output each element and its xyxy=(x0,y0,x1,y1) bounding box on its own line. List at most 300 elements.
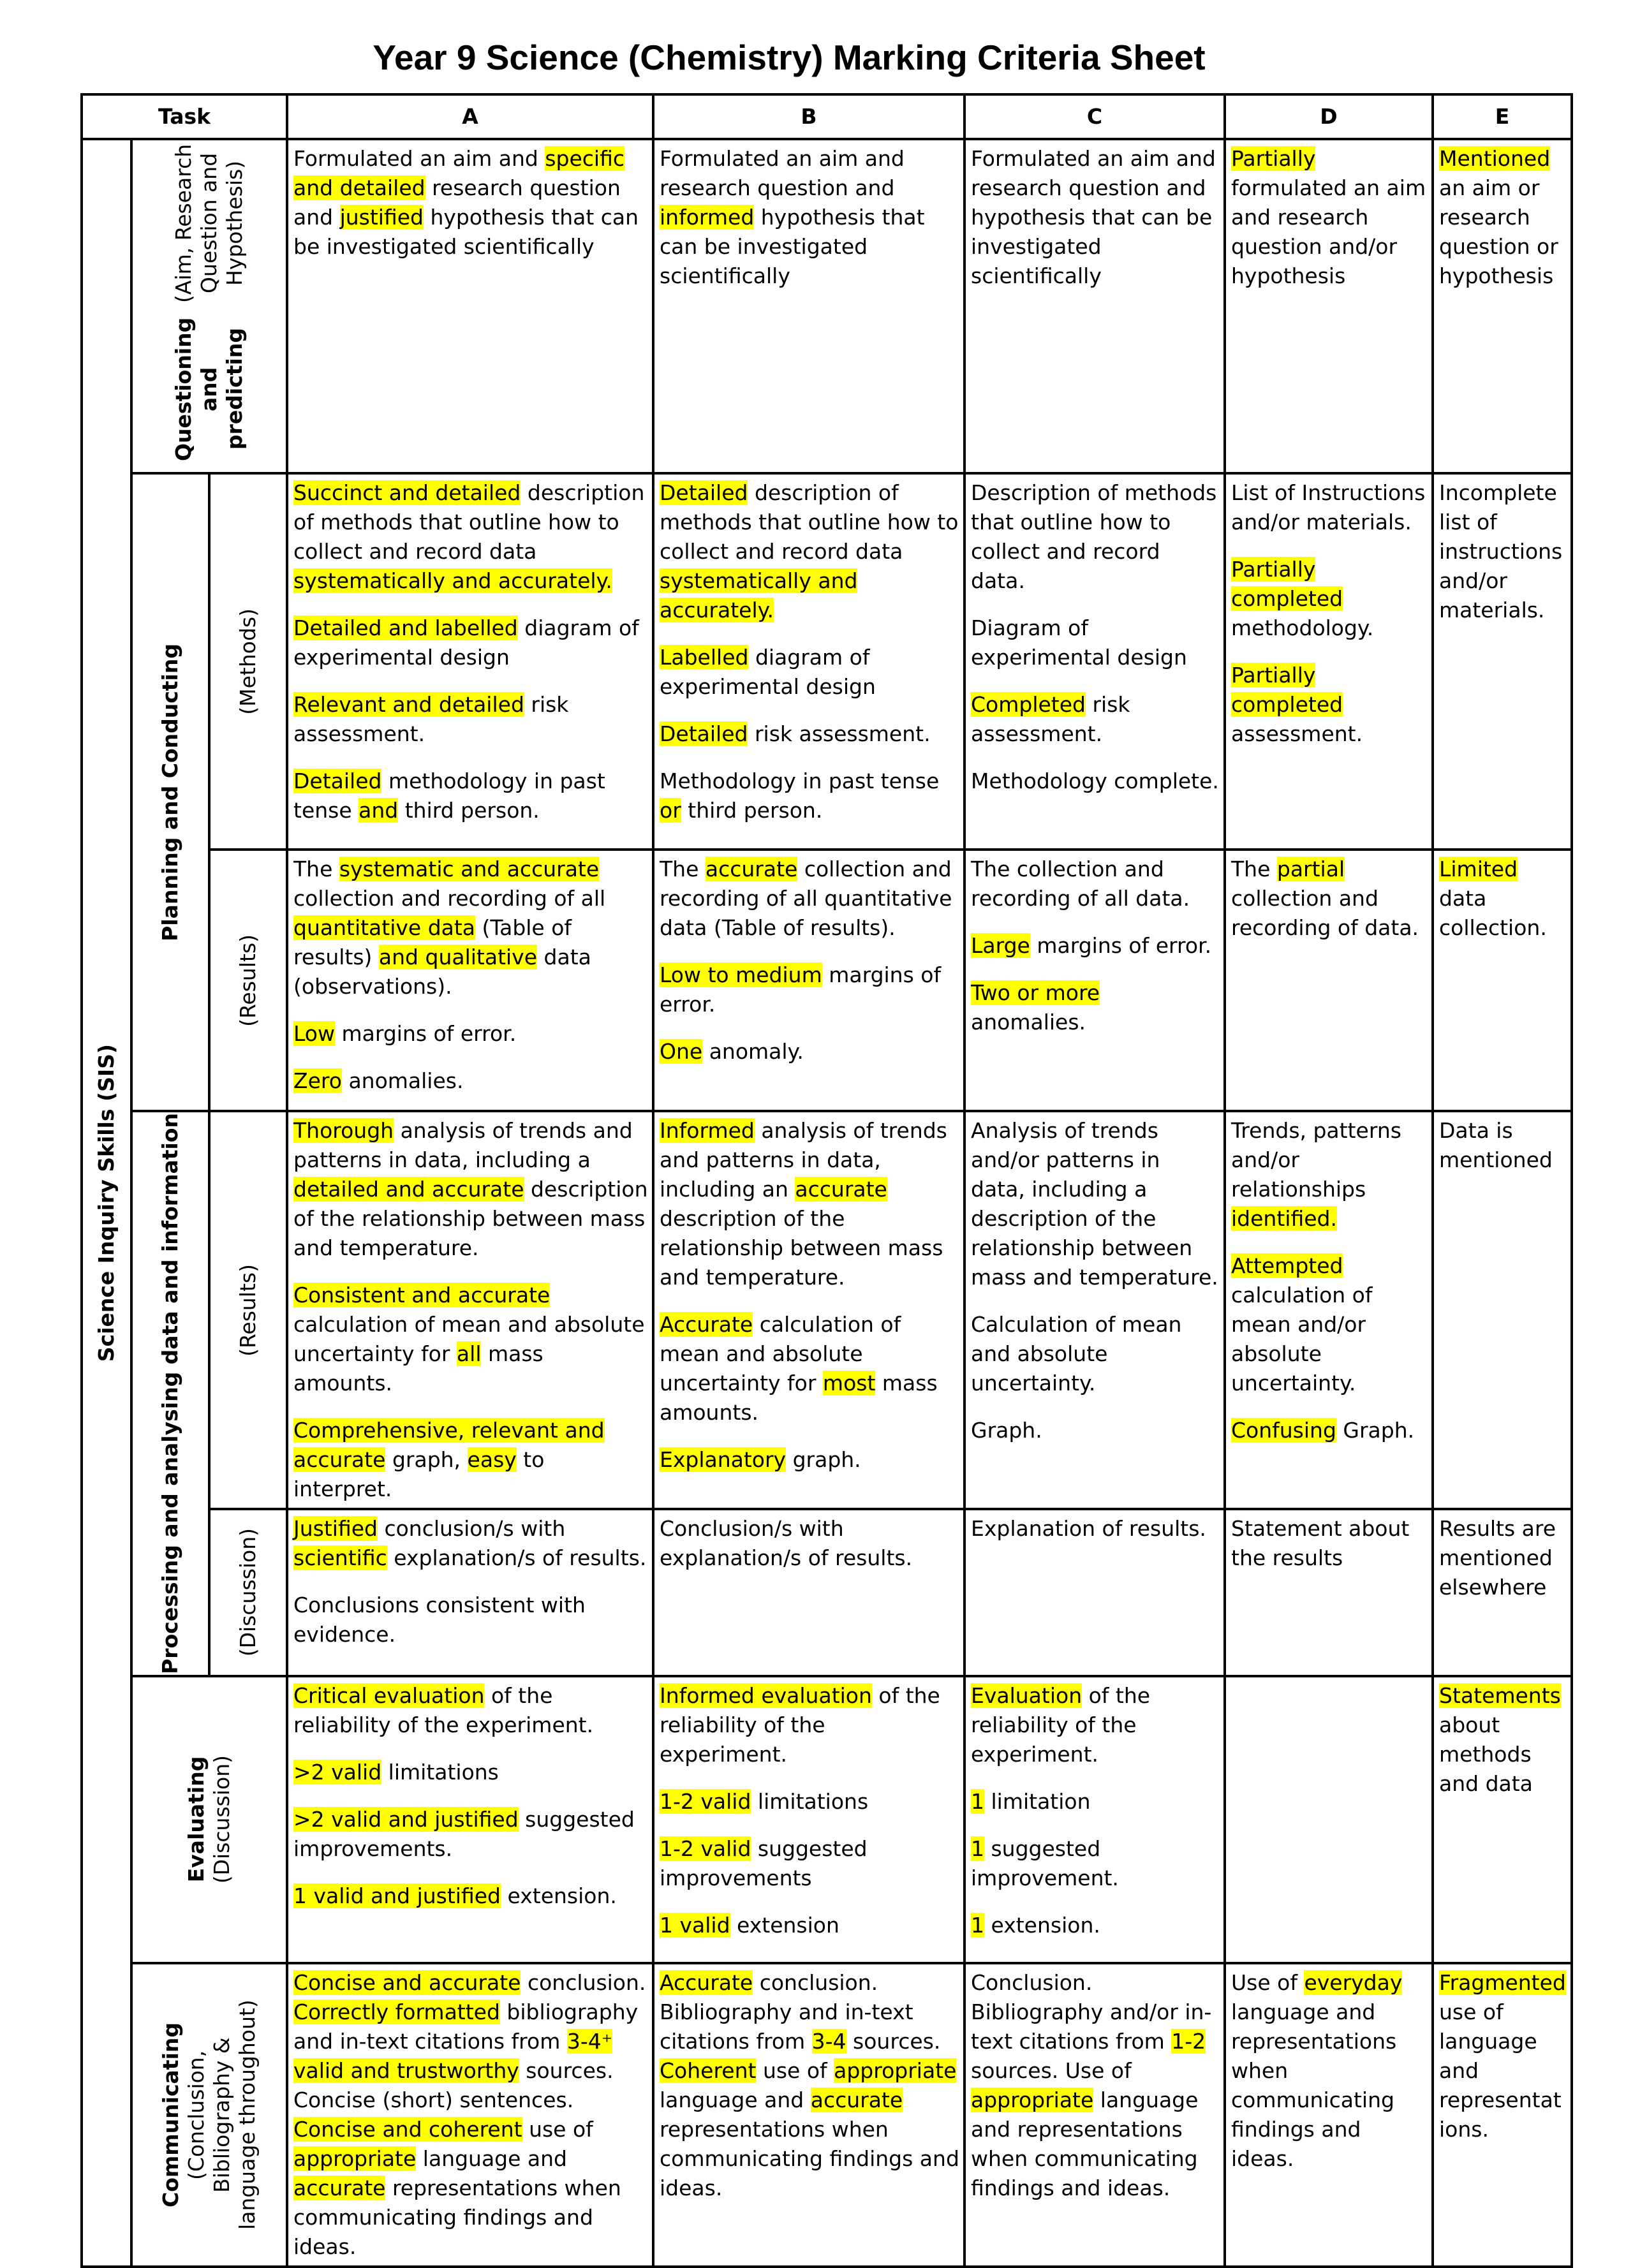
criterion-text: Graph. xyxy=(971,1418,1042,1443)
criterion-paragraph xyxy=(1231,1514,1428,1573)
criterion-paragraph xyxy=(293,1116,648,1263)
header-task: Task xyxy=(82,94,287,139)
criterion-text: description of methods that outline how to collect and record data xyxy=(293,480,645,564)
criterion-text: calculation of mean and absolute uncertainty for xyxy=(660,1312,901,1395)
criterion-text: Diagram of experimental design xyxy=(971,615,1187,670)
questioning-a xyxy=(287,139,653,473)
criterion-paragraph xyxy=(660,1787,959,1816)
criterion-paragraph xyxy=(1231,1251,1428,1398)
criterion-text: Methodology complete. xyxy=(971,769,1219,793)
criterion-text: limitations xyxy=(751,1789,869,1814)
evaluating-d xyxy=(1225,1676,1433,1963)
criterion-text: risk assessment. xyxy=(748,721,931,746)
methods-c xyxy=(964,473,1225,850)
criterion-text: List of Instructions and/or materials. xyxy=(1231,480,1426,534)
criterion-paragraph xyxy=(293,144,648,261)
criterion-paragraph xyxy=(660,719,959,749)
row-discussion xyxy=(82,1509,1572,1676)
marking-criteria-table xyxy=(80,93,1573,2268)
criterion-text: language and representations when communicating findings and ideas. xyxy=(971,2088,1199,2200)
questioning-title: Questioning and predicting xyxy=(171,317,247,461)
criterion-paragraph xyxy=(971,1911,1220,1940)
criterion-paragraph xyxy=(971,1416,1220,1445)
criterion-text: Description of methods that outline how to collect and record data. xyxy=(971,480,1217,593)
criterion-paragraph xyxy=(660,1116,959,1292)
criterion-paragraph xyxy=(1439,1514,1567,1602)
criterion-paragraph xyxy=(1439,144,1567,291)
criterion-text: language and representations when communicating findings and ideas. xyxy=(1231,1999,1397,2171)
criterion-paragraph xyxy=(971,978,1220,1037)
criterion-text: margins of error. xyxy=(660,962,942,1017)
highlighted-text: 1 valid xyxy=(660,1913,730,1938)
row-questioning xyxy=(82,139,1572,473)
criterion-text: Conclusions consistent with evidence. xyxy=(293,1593,586,1647)
highlighted-text: accurate xyxy=(810,2088,903,2112)
highlighted-text: Partially completed xyxy=(1231,557,1343,611)
planning-label-cell xyxy=(131,473,209,1111)
criterion-text: Trends, patterns and/or relationships xyxy=(1231,1118,1401,1202)
highlighted-text: Labelled xyxy=(660,645,749,670)
criterion-paragraph xyxy=(1231,1416,1428,1445)
criterion-paragraph xyxy=(971,1310,1220,1398)
criterion-text: analysis of trends and patterns in data, including an xyxy=(660,1118,947,1202)
highlighted-text: >2 valid xyxy=(293,1760,382,1785)
criterion-text: formulated an aim and research question and/or hypothesis xyxy=(1231,175,1426,288)
header-e: E xyxy=(1433,94,1572,139)
criterion-text: Formulated an aim and research question and xyxy=(660,146,905,200)
criterion-text: limitations xyxy=(381,1760,499,1785)
criterion-paragraph xyxy=(1439,1116,1567,1175)
highlighted-text: most xyxy=(822,1371,876,1395)
discussion-c xyxy=(964,1509,1225,1676)
planning-label: Planning and Conducting xyxy=(158,643,182,941)
criterion-text: mass amounts. xyxy=(293,1341,543,1395)
criterion-text: diagram of experimental design xyxy=(660,645,876,699)
criterion-paragraph xyxy=(1439,1968,1567,2144)
highlighted-text: informed xyxy=(660,205,755,230)
criterion-text: anomalies. xyxy=(971,1010,1086,1035)
evaluating-title: Evaluating xyxy=(184,1756,209,1883)
criterion-text: hypothesis that can be investigated scientifically xyxy=(293,205,639,259)
criterion-paragraph xyxy=(971,1968,1220,2203)
criterion-text: The xyxy=(293,857,339,881)
criterion-text: margins of error. xyxy=(335,1021,517,1046)
criterion-text: extension. xyxy=(984,1913,1100,1938)
evaluating-a xyxy=(287,1676,653,1963)
highlighted-text: Consistent and accurate xyxy=(293,1283,550,1307)
criterion-paragraph xyxy=(660,1834,959,1893)
criterion-paragraph xyxy=(660,1514,959,1573)
row-methods xyxy=(82,473,1572,850)
criterion-paragraph xyxy=(293,1681,648,1740)
criterion-paragraph xyxy=(971,1787,1220,1816)
criterion-text: Results are mentioned elsewhere xyxy=(1439,1516,1556,1600)
criterion-text: collection and recording of data. xyxy=(1231,886,1419,940)
communicating-b xyxy=(653,1963,964,2267)
highlighted-text: Limited xyxy=(1439,857,1518,881)
communicating-title: Communicating xyxy=(158,2022,183,2207)
sis-label: Science Inquiry Skills (SIS) xyxy=(94,1043,119,1362)
page-title: Year 9 Science (Chemistry) Marking Criteria Sheet xyxy=(373,38,1206,77)
criterion-paragraph xyxy=(660,1968,959,2203)
criterion-paragraph xyxy=(293,478,648,596)
criterion-text: description of the relationship between mass and temperature. xyxy=(293,1177,648,1260)
criterion-paragraph xyxy=(660,855,959,943)
criterion-text: language and xyxy=(416,2146,568,2171)
highlighted-text: 1 xyxy=(971,1913,984,1938)
highlighted-text: specific and detailed xyxy=(293,146,625,200)
methods-label: (Methods) xyxy=(235,608,260,715)
criterion-text: of the reliability of the experiment. xyxy=(971,1683,1151,1767)
evaluating-e xyxy=(1433,1676,1572,1963)
criterion-paragraph xyxy=(660,1310,959,1427)
criterion-text: Conclusion/s with explanation/s of results. xyxy=(660,1516,913,1570)
criterion-paragraph xyxy=(1231,1968,1428,2174)
discussion-d xyxy=(1225,1509,1433,1676)
criterion-paragraph xyxy=(660,1911,959,1940)
highlighted-text: appropriate xyxy=(293,2146,417,2171)
results-planning-e xyxy=(1433,850,1572,1111)
highlighted-text: Detailed and labelled xyxy=(293,615,518,640)
highlighted-text: 1-2 valid xyxy=(660,1836,751,1861)
highlighted-text: Concise and coherent xyxy=(293,2117,522,2142)
communicating-label-cell xyxy=(131,1963,287,2267)
criterion-paragraph xyxy=(293,1019,648,1049)
highlighted-text: Low to medium xyxy=(660,962,822,987)
highlighted-text: 1 valid and justified xyxy=(293,1883,501,1908)
highlighted-text: Explanatory xyxy=(660,1447,787,1472)
criterion-paragraph xyxy=(660,478,959,625)
highlighted-text: Critical evaluation xyxy=(293,1683,485,1708)
criterion-text: risk assessment. xyxy=(293,692,569,746)
discussion-label: (Discussion) xyxy=(235,1528,260,1657)
criterion-text: extension xyxy=(730,1913,839,1938)
discussion-a xyxy=(287,1509,653,1676)
results-planning-c xyxy=(964,850,1225,1111)
highlighted-text: systematically and accurately. xyxy=(660,568,858,622)
results-processing-label-cell xyxy=(209,1111,287,1509)
criterion-text: third person. xyxy=(398,798,540,823)
highlighted-text: Large xyxy=(971,933,1030,958)
highlighted-text: Accurate xyxy=(660,1312,753,1337)
highlighted-text: and xyxy=(358,798,399,823)
criterion-text: The xyxy=(1231,857,1277,881)
criterion-paragraph xyxy=(1439,1681,1567,1799)
criterion-text: calculation of mean and/or absolute uncertainty. xyxy=(1231,1283,1373,1395)
highlighted-text: accurate xyxy=(795,1177,887,1202)
criterion-paragraph xyxy=(293,1881,648,1911)
results-planning-label: (Results) xyxy=(235,934,260,1027)
criterion-text: diagram of experimental design xyxy=(293,615,639,670)
questioning-d xyxy=(1225,139,1433,473)
evaluating-b xyxy=(653,1676,964,1963)
highlighted-text: detailed and accurate xyxy=(293,1177,524,1202)
highlighted-text: all xyxy=(456,1341,482,1366)
criterion-text: conclusion. xyxy=(521,1970,646,1995)
questioning-c xyxy=(964,139,1225,473)
row-results-planning xyxy=(82,850,1572,1111)
discussion-b xyxy=(653,1509,964,1676)
highlighted-text: Detailed xyxy=(660,721,748,746)
header-b: B xyxy=(653,94,964,139)
highlighted-text: accurate xyxy=(705,857,798,881)
criterion-text: Conclusion. Bibliography and/or in-text citations from xyxy=(971,1970,1212,2054)
highlighted-text: Attempted xyxy=(1231,1253,1343,1278)
highlighted-text: systematic and accurate xyxy=(339,857,600,881)
criterion-text: suggested improvements xyxy=(660,1836,868,1890)
criterion-paragraph xyxy=(293,1805,648,1864)
highlighted-text: Statements xyxy=(1439,1683,1561,1708)
header-d: D xyxy=(1225,94,1433,139)
criterion-paragraph xyxy=(971,1834,1220,1893)
highlighted-text: partial xyxy=(1276,857,1345,881)
evaluating-label-cell xyxy=(131,1676,287,1963)
criterion-text: calculation of mean and absolute uncertainty for xyxy=(293,1312,645,1366)
criterion-text: description of the relationship between mass and temperature. xyxy=(660,1206,943,1290)
criterion-text: an aim or research question or hypothesis xyxy=(1439,175,1558,288)
results-processing-a xyxy=(287,1111,653,1509)
highlighted-text: >2 valid and justified xyxy=(293,1807,519,1832)
highlighted-text: Two or more xyxy=(971,980,1100,1005)
processing-label-cell xyxy=(131,1111,209,1676)
criterion-text: Methodology in past tense xyxy=(660,769,940,793)
criterion-text: Analysis of trends and/or patterns in data, including a description of the relationship between mass and temperature. xyxy=(971,1118,1218,1290)
criterion-text: graph, xyxy=(385,1447,468,1472)
header-c: C xyxy=(964,94,1225,139)
criterion-text: hypothesis that can be investigated scientifically xyxy=(660,205,925,288)
highlighted-text: Succinct and detailed xyxy=(293,480,521,505)
criterion-paragraph xyxy=(293,1758,648,1787)
highlighted-text: Mentioned xyxy=(1439,146,1551,171)
criterion-paragraph xyxy=(971,767,1220,796)
criterion-paragraph xyxy=(1231,478,1428,537)
discussion-e xyxy=(1433,1509,1572,1676)
criterion-text: Explanation of results. xyxy=(971,1516,1206,1541)
criterion-text: The xyxy=(660,857,706,881)
communicating-d xyxy=(1225,1963,1433,2267)
criterion-text: (Table of results) xyxy=(293,915,572,969)
highlighted-text: everyday xyxy=(1304,1970,1403,1995)
communicating-c xyxy=(964,1963,1225,2267)
highlighted-text: Comprehensive, relevant and accurate xyxy=(293,1418,605,1472)
criterion-text: Calculation of mean and absolute uncertainty. xyxy=(971,1312,1182,1395)
criterion-paragraph xyxy=(660,1037,959,1066)
highlighted-text: Completed xyxy=(971,692,1086,717)
highlighted-text: appropriate xyxy=(834,2058,957,2083)
questioning-e xyxy=(1433,139,1572,473)
results-planning-d xyxy=(1225,850,1433,1111)
highlighted-text: quantitative data xyxy=(293,915,476,940)
criterion-text: bibliography and in-text citations from xyxy=(293,1999,639,2054)
questioning-label-cell xyxy=(131,139,287,473)
highlighted-text: Fragmented xyxy=(1439,1970,1566,1995)
methods-b xyxy=(653,473,964,850)
criterion-paragraph xyxy=(293,1968,648,2262)
highlighted-text: 1 xyxy=(971,1836,984,1861)
criterion-paragraph xyxy=(971,931,1220,961)
highlighted-text: justified xyxy=(339,205,424,230)
highlighted-text: 3-4 xyxy=(811,2029,846,2054)
criterion-paragraph xyxy=(293,855,648,1001)
criterion-text: use of xyxy=(756,2058,834,2083)
criterion-text: to interpret. xyxy=(293,1447,545,1501)
highlighted-text: Zero xyxy=(293,1068,342,1093)
criterion-paragraph xyxy=(293,767,648,825)
criterion-text: research question and xyxy=(293,175,621,230)
evaluating-c xyxy=(964,1676,1225,1963)
criterion-paragraph xyxy=(1231,1116,1428,1233)
criterion-text: Formulated an aim and xyxy=(293,146,545,171)
highlighted-text: Informed xyxy=(660,1118,755,1143)
criterion-paragraph xyxy=(660,643,959,702)
criterion-text: conclusion/s with xyxy=(377,1516,566,1541)
criterion-text: conclusion. Bibliography and in-text citations from xyxy=(660,1970,913,2054)
criterion-text: graph. xyxy=(786,1447,861,1472)
criterion-text: suggested improvements. xyxy=(293,1807,635,1861)
criterion-text: analysis of trends and patterns in data, including a xyxy=(293,1118,633,1172)
criterion-text: suggested improvement. xyxy=(971,1836,1119,1890)
criterion-text: risk assessment. xyxy=(971,692,1130,746)
results-processing-c xyxy=(964,1111,1225,1509)
criterion-text: margins of error. xyxy=(1030,933,1212,958)
criterion-text: Use of xyxy=(1231,1970,1304,1995)
criterion-text: about methods and data xyxy=(1439,1712,1533,1796)
results-processing-d xyxy=(1225,1111,1433,1509)
criterion-text: explanation/s of results. xyxy=(387,1545,647,1570)
highlighted-text: Concise and accurate xyxy=(293,1970,521,1995)
methods-label-cell xyxy=(209,473,287,850)
criterion-text: extension. xyxy=(501,1883,617,1908)
criterion-text: mass amounts. xyxy=(660,1371,938,1425)
criterion-paragraph xyxy=(1439,855,1567,943)
criterion-paragraph xyxy=(971,1681,1220,1769)
criterion-text: representations when communicating findings and ideas. xyxy=(293,2176,621,2259)
criterion-paragraph xyxy=(293,690,648,749)
header-a: A xyxy=(287,94,653,139)
criterion-text: sources. Use of xyxy=(971,2058,1132,2083)
criterion-text: collection and recording of all quantitative data (Table of results). xyxy=(660,857,952,940)
criterion-paragraph xyxy=(660,1445,959,1475)
criterion-text: anomalies. xyxy=(341,1068,464,1093)
criterion-paragraph xyxy=(971,144,1220,291)
criterion-paragraph xyxy=(293,1281,648,1398)
highlighted-text: Detailed xyxy=(660,480,748,505)
highlighted-text: accurate xyxy=(293,2176,386,2200)
highlighted-text: Relevant and detailed xyxy=(293,692,524,717)
highlighted-text: easy xyxy=(467,1447,517,1472)
criterion-text: of the reliability of the experiment. xyxy=(660,1683,940,1767)
row-results-processing xyxy=(82,1111,1572,1509)
methods-a xyxy=(287,473,653,850)
highlighted-text: or xyxy=(660,798,681,823)
highlighted-text: Evaluation xyxy=(971,1683,1083,1708)
results-processing-e xyxy=(1433,1111,1572,1509)
criterion-paragraph xyxy=(971,855,1220,913)
criterion-text: Graph. xyxy=(1336,1418,1415,1443)
criterion-paragraph xyxy=(293,1591,648,1649)
criterion-text: third person. xyxy=(681,798,823,823)
criterion-text: sources. Concise (short) sentences. xyxy=(293,2058,614,2112)
highlighted-text: Detailed xyxy=(293,769,382,793)
communicating-a xyxy=(287,1963,653,2267)
highlighted-text: and qualitative xyxy=(378,945,538,969)
highlighted-text: identified. xyxy=(1231,1206,1337,1231)
criterion-text: assessment. xyxy=(1231,721,1363,746)
methods-d xyxy=(1225,473,1433,850)
highlighted-text: Coherent xyxy=(660,2058,757,2083)
results-planning-label-cell xyxy=(209,850,287,1111)
criterion-text: Formulated an aim and research question and hypothesis that can be investigated scientifically xyxy=(971,146,1216,288)
criterion-paragraph xyxy=(293,1416,648,1504)
criterion-paragraph xyxy=(660,144,959,291)
highlighted-text: 1-2 valid xyxy=(660,1789,751,1814)
criterion-text: Data is mentioned xyxy=(1439,1118,1553,1172)
processing-label: Processing and analysing data and information xyxy=(158,1113,182,1674)
criterion-paragraph xyxy=(660,961,959,1019)
highlighted-text: Informed evaluation xyxy=(660,1683,872,1708)
highlighted-text: Partially completed xyxy=(1231,663,1343,717)
highlighted-text: scientific xyxy=(293,1545,387,1570)
header-row xyxy=(82,94,1572,139)
criterion-paragraph xyxy=(293,614,648,672)
criterion-paragraph xyxy=(1231,555,1428,643)
criterion-text: Statement about the results xyxy=(1231,1516,1410,1570)
criterion-text: anomaly. xyxy=(702,1039,804,1064)
criterion-text: of the reliability of the experiment. xyxy=(293,1683,594,1737)
highlighted-text: 1 xyxy=(971,1789,984,1814)
communicating-e xyxy=(1433,1963,1572,2267)
criterion-paragraph xyxy=(971,478,1220,596)
highlighted-text: Confusing xyxy=(1231,1418,1336,1443)
row-communicating xyxy=(82,1963,1572,2267)
criterion-text: limitation xyxy=(984,1789,1091,1814)
sis-label-cell xyxy=(82,139,131,2267)
criterion-paragraph xyxy=(293,1066,648,1096)
highlighted-text: systematically and accurately. xyxy=(293,568,612,593)
criterion-text: collection and recording of all xyxy=(293,886,606,911)
criterion-paragraph xyxy=(293,1514,648,1573)
results-planning-b xyxy=(653,850,964,1111)
criterion-paragraph xyxy=(971,1116,1220,1292)
criterion-paragraph xyxy=(660,767,959,825)
highlighted-text: Thorough xyxy=(293,1118,394,1143)
highlighted-text: One xyxy=(660,1039,703,1064)
criterion-paragraph xyxy=(1231,855,1428,943)
criterion-paragraph xyxy=(971,1514,1220,1543)
highlighted-text: Low xyxy=(293,1021,335,1046)
criterion-paragraph xyxy=(660,1681,959,1769)
criterion-paragraph xyxy=(971,614,1220,672)
criterion-text: description of methods that outline how to collect and record data xyxy=(660,480,959,564)
criterion-text: data collection. xyxy=(1439,886,1547,940)
criterion-text: sources. xyxy=(846,2029,941,2054)
communicating-subtitle: (Conclusion, Bibliography & language throughout) xyxy=(184,1999,260,2230)
row-evaluating xyxy=(82,1676,1572,1963)
highlighted-text: Accurate xyxy=(660,1970,753,1995)
criterion-text: Incomplete list of instructions and/or materials. xyxy=(1439,480,1563,622)
criterion-paragraph xyxy=(1439,478,1567,625)
results-processing-label: (Results) xyxy=(235,1263,260,1357)
highlighted-text: Partially xyxy=(1231,146,1316,171)
criterion-text: data (observations). xyxy=(293,945,591,999)
highlighted-text: 1-2 xyxy=(1171,2029,1206,2054)
criterion-text: representations when communicating findings and ideas. xyxy=(660,2117,959,2200)
criterion-text: The collection and recording of all data. xyxy=(971,857,1190,911)
highlighted-text: Correctly formatted xyxy=(293,1999,500,2024)
discussion-label-cell xyxy=(209,1509,287,1676)
criterion-paragraph xyxy=(971,690,1220,749)
highlighted-text: appropriate xyxy=(971,2088,1094,2112)
